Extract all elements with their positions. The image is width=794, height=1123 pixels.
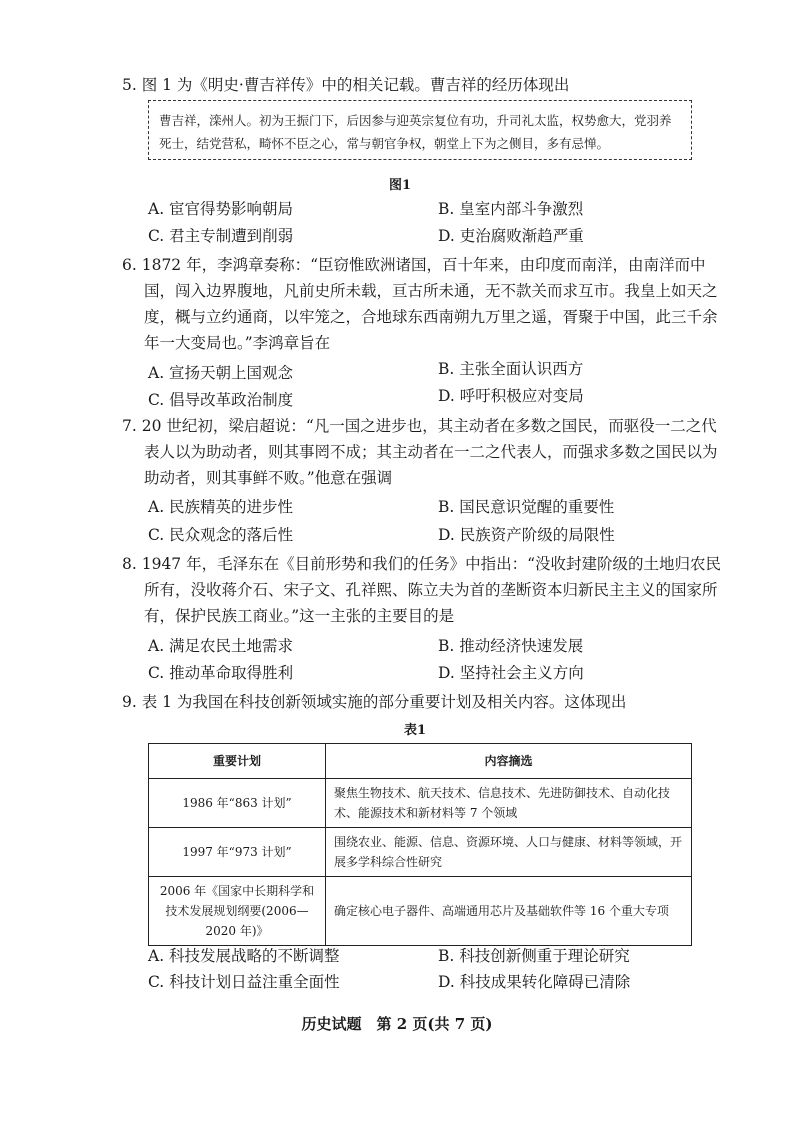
table-header-plan: 重要计划 bbox=[149, 744, 326, 779]
q8-option-c[interactable]: C. 推动革命取得胜利 bbox=[148, 664, 294, 682]
q5-stem: 5. 图 1 为《明史·曹吉祥传》中的相关记载。曹吉祥的经历体现出 bbox=[122, 76, 570, 94]
q7-option-a[interactable]: A. 民族精英的进步性 bbox=[148, 498, 294, 516]
q8-stem: 8. 1947 年，毛泽东在《目前形势和我们的任务》中指出：“没收封建阶级的土地归农民所有，没收蒋介石、宋子文、孔祥熙、陈立夫为首的垄断资本归新民主主义的国家所有，保护民族工商业。”这一主张的主要目的是 bbox=[122, 555, 722, 625]
table-cell-content: 确定核心电子器件、高端通用芯片及基础软件等 16 个重大专项 bbox=[326, 877, 692, 946]
q5-option-c[interactable]: C. 君主专制遭到削弱 bbox=[148, 227, 294, 245]
q6-option-c[interactable]: C. 倡导改革政治制度 bbox=[148, 391, 294, 409]
q5-quote-box: 曹吉祥，滦州人。初为王振门下，后因参与迎英宗复位有功，升司礼太监，权势愈大，党羽养死士，结党营私，畸怀不臣之心，常与朝官争权，朝堂上下为之侧目，多有忌惮。 bbox=[148, 100, 692, 160]
q9-table-caption: 表1 bbox=[403, 723, 427, 738]
q9-option-d[interactable]: D. 科技成果转化障碍已清除 bbox=[438, 973, 631, 991]
table-cell-plan: 1997 年“973 计划” bbox=[149, 828, 326, 877]
page-footer: 历史试题 第 2 页(共 7 页) bbox=[301, 1015, 493, 1033]
table-header-content: 内容摘选 bbox=[326, 744, 692, 779]
q6-option-a[interactable]: A. 宣扬天朝上国观念 bbox=[148, 364, 294, 382]
q5-option-d[interactable]: D. 吏治腐败渐趋严重 bbox=[438, 227, 584, 245]
q9-table bbox=[148, 743, 692, 946]
q9-option-b[interactable]: B. 科技创新侧重于理论研究 bbox=[438, 947, 630, 965]
q8-option-d[interactable]: D. 坚持社会主义方向 bbox=[438, 664, 584, 682]
q7-option-d[interactable]: D. 民族资产阶级的局限性 bbox=[438, 526, 615, 544]
q6-option-b[interactable]: B. 主张全面认识西方 bbox=[438, 360, 584, 378]
q9-stem: 9. 表 1 为我国在科技创新领域实施的部分重要计划及相关内容。这体现出 bbox=[122, 693, 627, 711]
q5-option-b[interactable]: B. 皇室内部斗争激烈 bbox=[438, 200, 584, 218]
q9-option-c[interactable]: C. 科技计划日益注重全面性 bbox=[148, 973, 340, 991]
table-cell-plan: 2006 年《国家中长期科学和技术发展规划纲要(2006—2020 年)》 bbox=[149, 877, 326, 946]
q8-option-b[interactable]: B. 推动经济快速发展 bbox=[438, 637, 584, 655]
table-header-row bbox=[149, 744, 692, 779]
q9-option-a[interactable]: A. 科技发展战略的不断调整 bbox=[148, 947, 340, 965]
table-cell-content: 围绕农业、能源、信息、资源环境、人口与健康、材料等领域，开展多学科综合性研究 bbox=[326, 828, 692, 877]
q5-figure-caption: 图1 bbox=[388, 178, 412, 193]
q8-option-a[interactable]: A. 满足农民土地需求 bbox=[148, 637, 294, 655]
q5-option-a[interactable]: A. 宦官得势影响朝局 bbox=[148, 200, 294, 218]
q7-option-b[interactable]: B. 国民意识觉醒的重要性 bbox=[438, 498, 615, 516]
table-cell-content: 聚焦生物技术、航天技术、信息技术、先进防御技术、自动化技术、能源技术和新材料等 7 个领域 bbox=[326, 779, 692, 828]
table-row bbox=[149, 779, 692, 828]
table-cell-plan: 1986 年“863 计划” bbox=[149, 779, 326, 828]
table-row bbox=[149, 877, 692, 946]
q6-stem: 6. 1872 年，李鸿章奏称：“臣窃惟欧洲诸国，百十年来，由印度而南洋，由南洋而中国，闯入边界腹地，凡前史所未载，亘古所未通，无不款关而求互市。我皇上如天之度，概与立约通商，以牢笼之，合地球东西南朔九万里之遥，胥聚于中国，此三千余年一大变局也。”李鸿章旨在 bbox=[122, 256, 718, 352]
q7-option-c[interactable]: C. 民众观念的落后性 bbox=[148, 526, 294, 544]
q6-option-d[interactable]: D. 呼吁积极应对变局 bbox=[438, 387, 584, 405]
q7-stem: 7. 20 世纪初，梁启超说：“凡一国之进步也，其主动者在多数之国民，而驱役一二之代表人以为助动者，则其事罔不成；其主动者在一二之代表人，而强求多数之国民以为助动者，则其事鲜不败。”他意在强调 bbox=[122, 417, 718, 487]
table-row bbox=[149, 828, 692, 877]
